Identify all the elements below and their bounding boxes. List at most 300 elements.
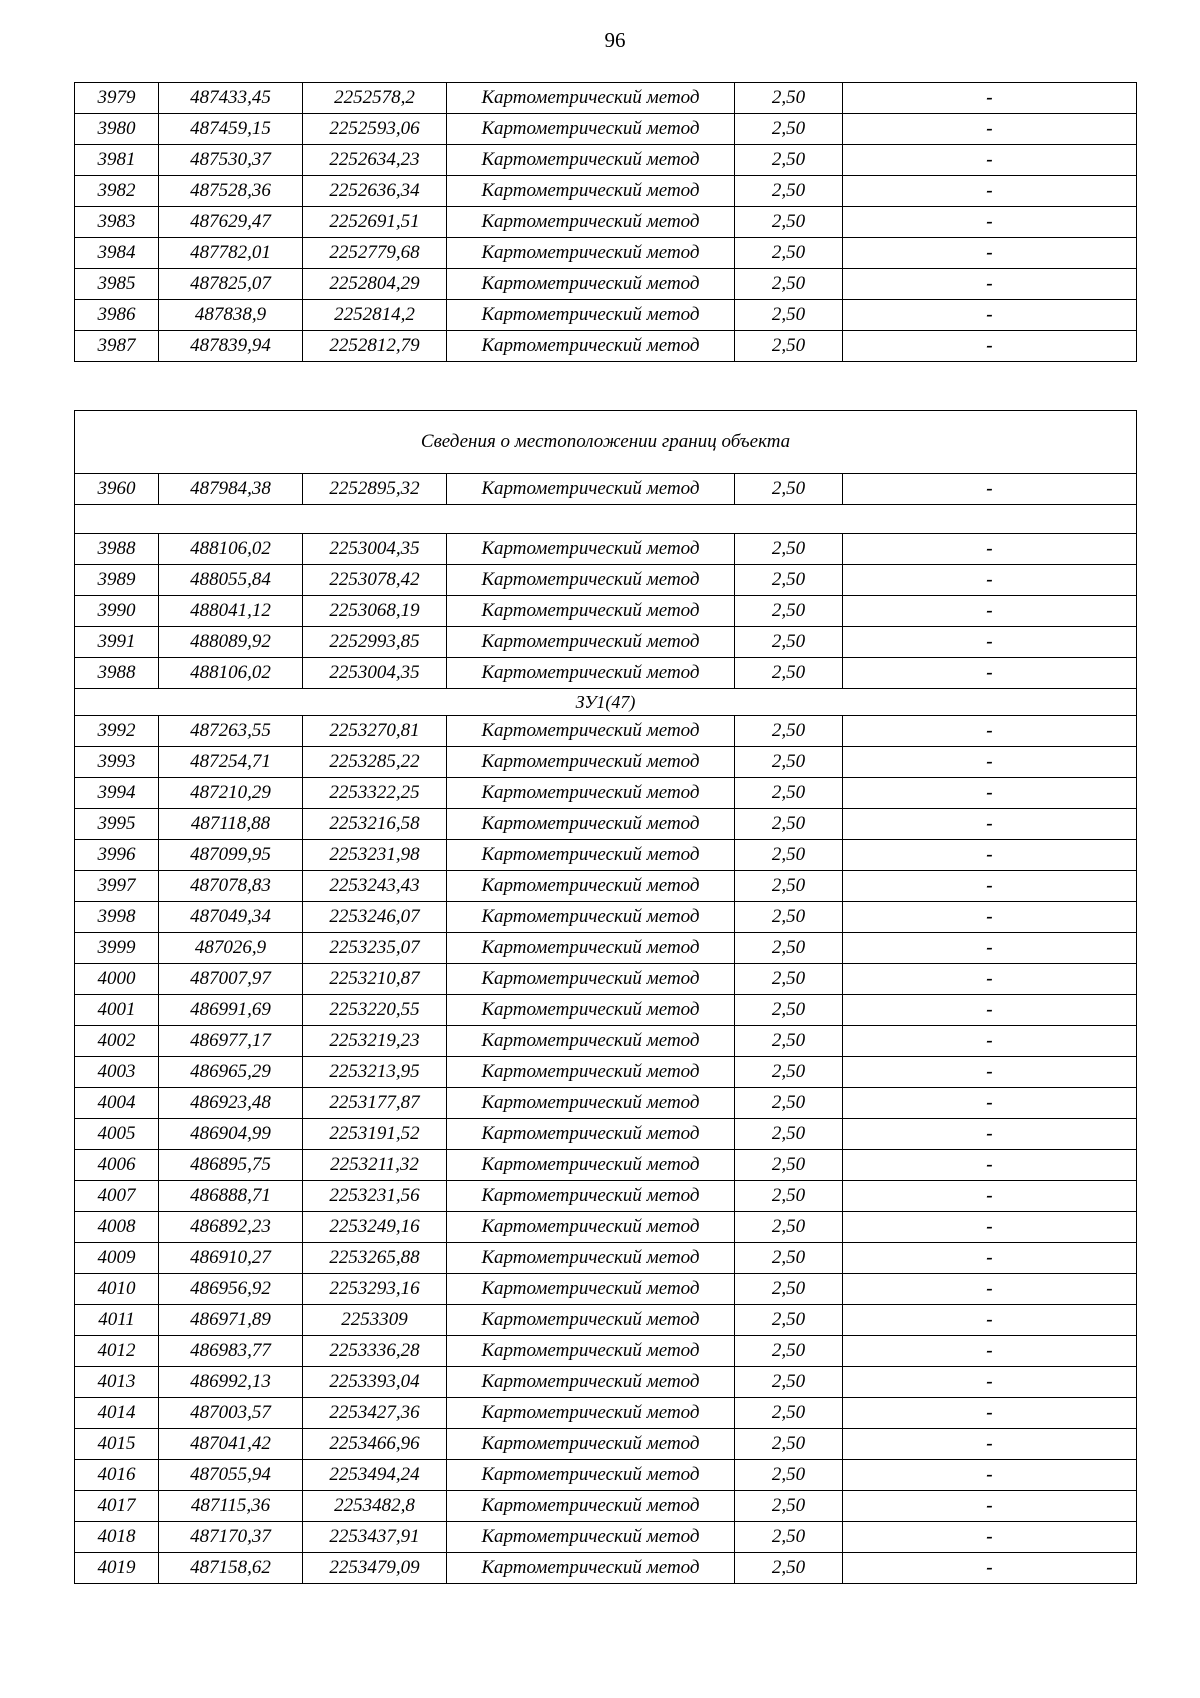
x-coordinate-cell: 486904,99 — [159, 1119, 303, 1150]
point-number-cell: 3998 — [75, 902, 159, 933]
note-cell: - — [843, 809, 1137, 840]
point-number-cell: 4013 — [75, 1367, 159, 1398]
accuracy-cell: 2,50 — [735, 1367, 843, 1398]
point-number-cell: 3996 — [75, 840, 159, 871]
method-cell: Картометрический метод — [447, 1026, 735, 1057]
point-number-cell: 4009 — [75, 1243, 159, 1274]
y-coordinate-cell: 2253191,52 — [303, 1119, 447, 1150]
accuracy-cell: 2,50 — [735, 1305, 843, 1336]
method-cell: Картометрический метод — [447, 1274, 735, 1305]
table-row — [75, 114, 1137, 145]
note-cell: - — [843, 207, 1137, 238]
x-coordinate-cell: 488055,84 — [159, 565, 303, 596]
note-cell: - — [843, 902, 1137, 933]
point-number-cell: 3988 — [75, 534, 159, 565]
table-row — [75, 1305, 1137, 1336]
point-number-cell: 3979 — [75, 83, 159, 114]
table-row — [75, 534, 1137, 565]
x-coordinate-cell: 488106,02 — [159, 658, 303, 689]
method-cell: Картометрический метод — [447, 1429, 735, 1460]
x-coordinate-cell: 487839,94 — [159, 331, 303, 362]
note-cell: - — [843, 1398, 1137, 1429]
point-number-cell: 4004 — [75, 1088, 159, 1119]
note-cell: - — [843, 1212, 1137, 1243]
note-cell: - — [843, 627, 1137, 658]
note-cell: - — [843, 1274, 1137, 1305]
table-row — [75, 207, 1137, 238]
table-row — [75, 1336, 1137, 1367]
method-cell: Картометрический метод — [447, 565, 735, 596]
y-coordinate-cell: 2253309 — [303, 1305, 447, 1336]
point-number-cell: 3990 — [75, 596, 159, 627]
accuracy-cell: 2,50 — [735, 114, 843, 145]
x-coordinate-cell: 487433,45 — [159, 83, 303, 114]
point-number-cell: 4000 — [75, 964, 159, 995]
table-row — [75, 1026, 1137, 1057]
x-coordinate-cell: 486910,27 — [159, 1243, 303, 1274]
note-cell: - — [843, 964, 1137, 995]
accuracy-cell: 2,50 — [735, 1026, 843, 1057]
x-coordinate-cell: 486895,75 — [159, 1150, 303, 1181]
accuracy-cell: 2,50 — [735, 176, 843, 207]
y-coordinate-cell: 2252804,29 — [303, 269, 447, 300]
note-cell: - — [843, 1026, 1137, 1057]
note-cell: - — [843, 1088, 1137, 1119]
accuracy-cell: 2,50 — [735, 627, 843, 658]
y-coordinate-cell: 2253265,88 — [303, 1243, 447, 1274]
x-coordinate-cell: 486888,71 — [159, 1181, 303, 1212]
y-coordinate-cell: 2252593,06 — [303, 114, 447, 145]
note-cell: - — [843, 145, 1137, 176]
note-cell: - — [843, 1057, 1137, 1088]
point-number-cell: 3988 — [75, 658, 159, 689]
table-row — [75, 1460, 1137, 1491]
y-coordinate-cell: 2253235,07 — [303, 933, 447, 964]
point-number-cell: 4002 — [75, 1026, 159, 1057]
page-number: 96 — [604, 28, 626, 52]
note-cell: - — [843, 995, 1137, 1026]
y-coordinate-cell: 2253437,91 — [303, 1522, 447, 1553]
method-cell: Картометрический метод — [447, 1460, 735, 1491]
table-row — [75, 627, 1137, 658]
x-coordinate-cell: 487099,95 — [159, 840, 303, 871]
point-number-cell: 3995 — [75, 809, 159, 840]
x-coordinate-cell: 488041,12 — [159, 596, 303, 627]
note-cell: - — [843, 1367, 1137, 1398]
table-row — [75, 1491, 1137, 1522]
coordinates-table-continued — [74, 82, 1137, 362]
boundary-location-table — [74, 410, 1137, 1584]
note-cell: - — [843, 474, 1137, 505]
y-coordinate-cell: 2253231,56 — [303, 1181, 447, 1212]
method-cell: Картометрический метод — [447, 83, 735, 114]
y-coordinate-cell: 2252993,85 — [303, 627, 447, 658]
note-cell: - — [843, 1243, 1137, 1274]
point-number-cell: 4010 — [75, 1274, 159, 1305]
y-coordinate-cell: 2253285,22 — [303, 747, 447, 778]
note-cell: - — [843, 747, 1137, 778]
table-row — [75, 300, 1137, 331]
y-coordinate-cell: 2253322,25 — [303, 778, 447, 809]
method-cell: Картометрический метод — [447, 995, 735, 1026]
note-cell: - — [843, 331, 1137, 362]
point-number-cell: 4018 — [75, 1522, 159, 1553]
accuracy-cell: 2,50 — [735, 1522, 843, 1553]
point-number-cell: 3997 — [75, 871, 159, 902]
table-row — [75, 1522, 1137, 1553]
y-coordinate-cell: 2253466,96 — [303, 1429, 447, 1460]
method-cell: Картометрический метод — [447, 1367, 735, 1398]
y-coordinate-cell: 2253078,42 — [303, 565, 447, 596]
method-cell: Картометрический метод — [447, 840, 735, 871]
x-coordinate-cell: 487158,62 — [159, 1553, 303, 1584]
point-number-cell: 3993 — [75, 747, 159, 778]
method-cell: Картометрический метод — [447, 474, 735, 505]
point-number-cell: 4016 — [75, 1460, 159, 1491]
method-cell: Картометрический метод — [447, 1305, 735, 1336]
section-title-row — [75, 411, 1137, 474]
point-number-cell: 4007 — [75, 1181, 159, 1212]
y-coordinate-cell: 2253231,98 — [303, 840, 447, 871]
table-row — [75, 871, 1137, 902]
y-coordinate-cell: 2253270,81 — [303, 716, 447, 747]
y-coordinate-cell: 2253249,16 — [303, 1212, 447, 1243]
y-coordinate-cell: 2253211,32 — [303, 1150, 447, 1181]
point-number-cell: 3986 — [75, 300, 159, 331]
point-number-cell: 3989 — [75, 565, 159, 596]
y-coordinate-cell: 2252578,2 — [303, 83, 447, 114]
accuracy-cell: 2,50 — [735, 1398, 843, 1429]
accuracy-cell: 2,50 — [735, 1088, 843, 1119]
method-cell: Картометрический метод — [447, 1088, 735, 1119]
y-coordinate-cell: 2253479,09 — [303, 1553, 447, 1584]
x-coordinate-cell: 487838,9 — [159, 300, 303, 331]
table-row — [75, 1367, 1137, 1398]
note-cell: - — [843, 840, 1137, 871]
accuracy-cell: 2,50 — [735, 331, 843, 362]
note-cell: - — [843, 596, 1137, 627]
point-number-cell: 4017 — [75, 1491, 159, 1522]
accuracy-cell: 2,50 — [735, 269, 843, 300]
y-coordinate-cell: 2253427,36 — [303, 1398, 447, 1429]
method-cell: Картометрический метод — [447, 716, 735, 747]
y-coordinate-cell: 2253393,04 — [303, 1367, 447, 1398]
empty-separator-row — [75, 505, 1137, 534]
note-cell: - — [843, 238, 1137, 269]
x-coordinate-cell: 487007,97 — [159, 964, 303, 995]
accuracy-cell: 2,50 — [735, 658, 843, 689]
table-row — [75, 1398, 1137, 1429]
accuracy-cell: 2,50 — [735, 778, 843, 809]
table-row — [75, 1553, 1137, 1584]
y-coordinate-cell: 2253494,24 — [303, 1460, 447, 1491]
x-coordinate-cell: 486892,23 — [159, 1212, 303, 1243]
point-number-cell: 4014 — [75, 1398, 159, 1429]
accuracy-cell: 2,50 — [735, 1429, 843, 1460]
x-coordinate-cell: 488106,02 — [159, 534, 303, 565]
point-number-cell: 3981 — [75, 145, 159, 176]
y-coordinate-cell: 2253219,23 — [303, 1026, 447, 1057]
x-coordinate-cell: 487041,42 — [159, 1429, 303, 1460]
accuracy-cell: 2,50 — [735, 933, 843, 964]
x-coordinate-cell: 486992,13 — [159, 1367, 303, 1398]
accuracy-cell: 2,50 — [735, 207, 843, 238]
method-cell: Картометрический метод — [447, 747, 735, 778]
method-cell: Картометрический метод — [447, 176, 735, 207]
x-coordinate-cell: 487530,37 — [159, 145, 303, 176]
x-coordinate-cell: 486977,17 — [159, 1026, 303, 1057]
note-cell: - — [843, 300, 1137, 331]
x-coordinate-cell: 487825,07 — [159, 269, 303, 300]
point-number-cell: 3991 — [75, 627, 159, 658]
table-row — [75, 995, 1137, 1026]
accuracy-cell: 2,50 — [735, 1243, 843, 1274]
x-coordinate-cell: 487210,29 — [159, 778, 303, 809]
y-coordinate-cell: 2252812,79 — [303, 331, 447, 362]
accuracy-cell: 2,50 — [735, 300, 843, 331]
x-coordinate-cell: 487782,01 — [159, 238, 303, 269]
y-coordinate-cell: 2253210,87 — [303, 964, 447, 995]
subsection-label: ЗУ1(47) — [75, 689, 1137, 716]
table-row — [75, 1429, 1137, 1460]
y-coordinate-cell: 2253216,58 — [303, 809, 447, 840]
y-coordinate-cell: 2252691,51 — [303, 207, 447, 238]
x-coordinate-cell: 487170,37 — [159, 1522, 303, 1553]
note-cell: - — [843, 565, 1137, 596]
accuracy-cell: 2,50 — [735, 1553, 843, 1584]
y-coordinate-cell: 2253213,95 — [303, 1057, 447, 1088]
x-coordinate-cell: 487984,38 — [159, 474, 303, 505]
x-coordinate-cell: 487118,88 — [159, 809, 303, 840]
point-number-cell: 3980 — [75, 114, 159, 145]
method-cell: Картометрический метод — [447, 145, 735, 176]
y-coordinate-cell: 2253004,35 — [303, 534, 447, 565]
empty-cell — [75, 505, 1137, 534]
y-coordinate-cell: 2253293,16 — [303, 1274, 447, 1305]
note-cell: - — [843, 778, 1137, 809]
point-number-cell: 3987 — [75, 331, 159, 362]
accuracy-cell: 2,50 — [735, 902, 843, 933]
accuracy-cell: 2,50 — [735, 1491, 843, 1522]
point-number-cell: 3985 — [75, 269, 159, 300]
y-coordinate-cell: 2253068,19 — [303, 596, 447, 627]
method-cell: Картометрический метод — [447, 596, 735, 627]
method-cell: Картометрический метод — [447, 902, 735, 933]
accuracy-cell: 2,50 — [735, 565, 843, 596]
method-cell: Картометрический метод — [447, 1150, 735, 1181]
method-cell: Картометрический метод — [447, 269, 735, 300]
x-coordinate-cell: 487459,15 — [159, 114, 303, 145]
y-coordinate-cell: 2253246,07 — [303, 902, 447, 933]
method-cell: Картометрический метод — [447, 1336, 735, 1367]
accuracy-cell: 2,50 — [735, 238, 843, 269]
point-number-cell: 4015 — [75, 1429, 159, 1460]
note-cell: - — [843, 1181, 1137, 1212]
method-cell: Картометрический метод — [447, 331, 735, 362]
table-row — [75, 747, 1137, 778]
accuracy-cell: 2,50 — [735, 474, 843, 505]
point-number-cell: 4019 — [75, 1553, 159, 1584]
method-cell: Картометрический метод — [447, 1553, 735, 1584]
x-coordinate-cell: 487055,94 — [159, 1460, 303, 1491]
accuracy-cell: 2,50 — [735, 596, 843, 627]
point-number-cell: 3982 — [75, 176, 159, 207]
note-cell: - — [843, 1305, 1137, 1336]
y-coordinate-cell: 2253243,43 — [303, 871, 447, 902]
accuracy-cell: 2,50 — [735, 145, 843, 176]
table-row — [75, 1057, 1137, 1088]
point-number-cell: 4001 — [75, 995, 159, 1026]
x-coordinate-cell: 486971,89 — [159, 1305, 303, 1336]
x-coordinate-cell: 487629,47 — [159, 207, 303, 238]
method-cell: Картометрический метод — [447, 114, 735, 145]
point-number-cell: 4011 — [75, 1305, 159, 1336]
method-cell: Картометрический метод — [447, 1243, 735, 1274]
y-coordinate-cell: 2253482,8 — [303, 1491, 447, 1522]
accuracy-cell: 2,50 — [735, 534, 843, 565]
note-cell: - — [843, 1429, 1137, 1460]
x-coordinate-cell: 487254,71 — [159, 747, 303, 778]
x-coordinate-cell: 487263,55 — [159, 716, 303, 747]
table-row — [75, 809, 1137, 840]
method-cell: Картометрический метод — [447, 933, 735, 964]
point-number-cell: 4006 — [75, 1150, 159, 1181]
table-row — [75, 1119, 1137, 1150]
note-cell: - — [843, 933, 1137, 964]
note-cell: - — [843, 1336, 1137, 1367]
point-number-cell: 4012 — [75, 1336, 159, 1367]
point-number-cell: 3984 — [75, 238, 159, 269]
y-coordinate-cell: 2252779,68 — [303, 238, 447, 269]
table-row — [75, 176, 1137, 207]
accuracy-cell: 2,50 — [735, 83, 843, 114]
table-row — [75, 716, 1137, 747]
method-cell: Картометрический метод — [447, 1057, 735, 1088]
point-number-cell: 3994 — [75, 778, 159, 809]
method-cell: Картометрический метод — [447, 809, 735, 840]
x-coordinate-cell: 487528,36 — [159, 176, 303, 207]
y-coordinate-cell: 2252636,34 — [303, 176, 447, 207]
method-cell: Картометрический метод — [447, 658, 735, 689]
accuracy-cell: 2,50 — [735, 716, 843, 747]
table-row — [75, 1181, 1137, 1212]
table-row — [75, 840, 1137, 871]
method-cell: Картометрический метод — [447, 1212, 735, 1243]
method-cell: Картометрический метод — [447, 1181, 735, 1212]
table-row — [75, 269, 1137, 300]
table-row — [75, 902, 1137, 933]
table-row — [75, 1150, 1137, 1181]
point-number-cell: 4005 — [75, 1119, 159, 1150]
accuracy-cell: 2,50 — [735, 1150, 843, 1181]
accuracy-cell: 2,50 — [735, 1212, 843, 1243]
table-row — [75, 474, 1137, 505]
method-cell: Картометрический метод — [447, 778, 735, 809]
accuracy-cell: 2,50 — [735, 1460, 843, 1491]
table-row — [75, 1212, 1137, 1243]
table-row — [75, 964, 1137, 995]
y-coordinate-cell: 2253004,35 — [303, 658, 447, 689]
point-number-cell: 3983 — [75, 207, 159, 238]
x-coordinate-cell: 486991,69 — [159, 995, 303, 1026]
y-coordinate-cell: 2253220,55 — [303, 995, 447, 1026]
note-cell: - — [843, 1553, 1137, 1584]
note-cell: - — [843, 114, 1137, 145]
method-cell: Картометрический метод — [447, 627, 735, 658]
subsection-header-row — [75, 689, 1137, 716]
note-cell: - — [843, 1150, 1137, 1181]
note-cell: - — [843, 871, 1137, 902]
y-coordinate-cell: 2253336,28 — [303, 1336, 447, 1367]
method-cell: Картометрический метод — [447, 1398, 735, 1429]
note-cell: - — [843, 1491, 1137, 1522]
point-number-cell: 3992 — [75, 716, 159, 747]
note-cell: - — [843, 1119, 1137, 1150]
note-cell: - — [843, 269, 1137, 300]
note-cell: - — [843, 658, 1137, 689]
table-row — [75, 778, 1137, 809]
point-number-cell: 3960 — [75, 474, 159, 505]
x-coordinate-cell: 487003,57 — [159, 1398, 303, 1429]
table-row — [75, 83, 1137, 114]
point-number-cell: 3999 — [75, 933, 159, 964]
accuracy-cell: 2,50 — [735, 871, 843, 902]
accuracy-cell: 2,50 — [735, 1274, 843, 1305]
y-coordinate-cell: 2253177,87 — [303, 1088, 447, 1119]
table-row — [75, 145, 1137, 176]
method-cell: Картометрический метод — [447, 207, 735, 238]
method-cell: Картометрический метод — [447, 871, 735, 902]
y-coordinate-cell: 2252895,32 — [303, 474, 447, 505]
table-row — [75, 565, 1137, 596]
accuracy-cell: 2,50 — [735, 995, 843, 1026]
accuracy-cell: 2,50 — [735, 964, 843, 995]
method-cell: Картометрический метод — [447, 238, 735, 269]
note-cell: - — [843, 1522, 1137, 1553]
x-coordinate-cell: 487115,36 — [159, 1491, 303, 1522]
method-cell: Картометрический метод — [447, 534, 735, 565]
x-coordinate-cell: 486983,77 — [159, 1336, 303, 1367]
point-number-cell: 4008 — [75, 1212, 159, 1243]
accuracy-cell: 2,50 — [735, 809, 843, 840]
note-cell: - — [843, 83, 1137, 114]
y-coordinate-cell: 2252814,2 — [303, 300, 447, 331]
accuracy-cell: 2,50 — [735, 1181, 843, 1212]
table-row — [75, 933, 1137, 964]
accuracy-cell: 2,50 — [735, 747, 843, 778]
x-coordinate-cell: 486923,48 — [159, 1088, 303, 1119]
accuracy-cell: 2,50 — [735, 1057, 843, 1088]
point-number-cell: 4003 — [75, 1057, 159, 1088]
x-coordinate-cell: 487026,9 — [159, 933, 303, 964]
x-coordinate-cell: 486965,29 — [159, 1057, 303, 1088]
note-cell: - — [843, 1460, 1137, 1491]
method-cell: Картометрический метод — [447, 1522, 735, 1553]
accuracy-cell: 2,50 — [735, 840, 843, 871]
method-cell: Картометрический метод — [447, 300, 735, 331]
accuracy-cell: 2,50 — [735, 1336, 843, 1367]
method-cell: Картометрический метод — [447, 964, 735, 995]
note-cell: - — [843, 176, 1137, 207]
table-row — [75, 331, 1137, 362]
method-cell: Картометрический метод — [447, 1119, 735, 1150]
y-coordinate-cell: 2252634,23 — [303, 145, 447, 176]
x-coordinate-cell: 487049,34 — [159, 902, 303, 933]
note-cell: - — [843, 716, 1137, 747]
method-cell: Картометрический метод — [447, 1491, 735, 1522]
section-title: Сведения о местоположении границ объекта — [75, 411, 1137, 474]
table-row — [75, 658, 1137, 689]
